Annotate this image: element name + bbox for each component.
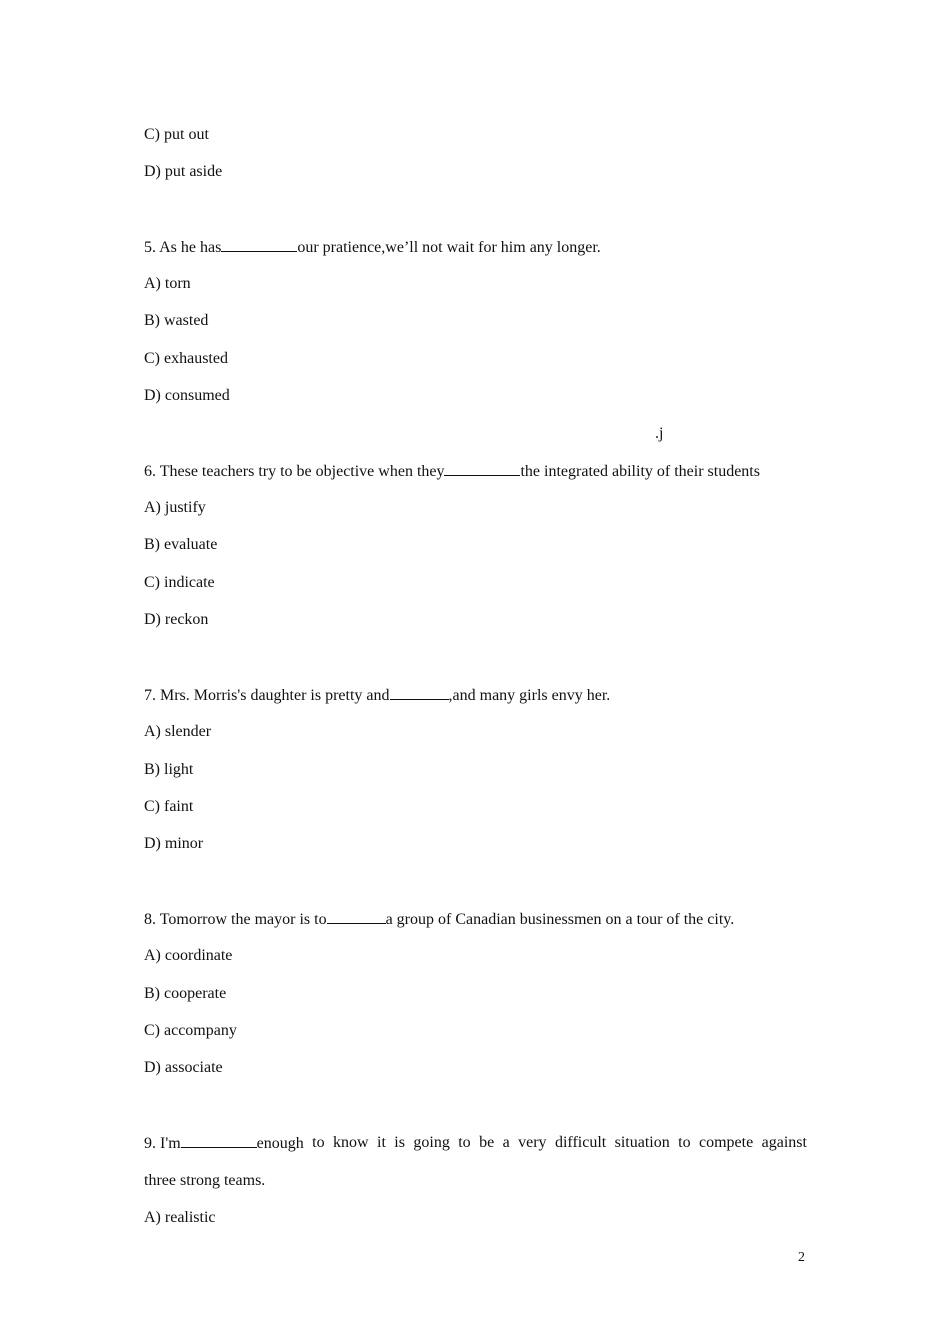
word: compete: [699, 1134, 754, 1151]
word: against: [761, 1134, 807, 1151]
q4-option-d: D) put aside: [144, 163, 223, 180]
q4-option-c: C) put out: [144, 126, 209, 143]
word: be: [479, 1134, 495, 1151]
q8-option-d: D) associate: [144, 1059, 223, 1076]
q8-option-b: B) cooperate: [144, 985, 227, 1002]
stray-mark: .j: [655, 425, 664, 442]
q5-option-d: D) consumed: [144, 387, 230, 404]
q9-stem-line2: three strong teams.: [144, 1172, 266, 1189]
q7-option-a: A) slender: [144, 723, 212, 740]
q5-stem: 5. As he has our pratience,we’ll not wait for him any longer.: [144, 239, 601, 256]
answer-blank: [444, 461, 520, 476]
q7-option-d: D) minor: [144, 835, 204, 852]
word: a: [502, 1134, 510, 1151]
word: know: [333, 1134, 369, 1151]
answer-blank: [327, 909, 386, 924]
q5-option-b: B) wasted: [144, 312, 209, 329]
q9-stem-line1: [144, 1133, 807, 1154]
word: is: [394, 1134, 405, 1151]
q6-option-a: A) justify: [144, 499, 206, 516]
q8-option-a: A) coordinate: [144, 947, 233, 964]
word: going: [413, 1134, 450, 1151]
q7-option-b: B) light: [144, 761, 194, 778]
word: it: [377, 1134, 386, 1151]
word: situation: [614, 1134, 670, 1151]
word: to: [678, 1134, 691, 1151]
q9-lead: 9. I'm enough: [144, 1135, 304, 1152]
q8-option-c: C) accompany: [144, 1022, 237, 1039]
q9-option-a: A) realistic: [144, 1209, 216, 1226]
answer-blank: [181, 1133, 257, 1148]
q8-stem: 8. Tomorrow the mayor is to a group of Canadian businessmen on a tour of the city.: [144, 911, 735, 928]
q5-option-c: C) exhausted: [144, 350, 228, 367]
q6-option-c: C) indicate: [144, 574, 215, 591]
q7-stem: 7. Mrs. Morris's daughter is pretty and ,and many girls envy her.: [144, 687, 611, 704]
q6-option-b: B) evaluate: [144, 536, 218, 553]
answer-blank: [221, 237, 297, 252]
q6-option-d: D) reckon: [144, 611, 209, 628]
q5-option-a: A) torn: [144, 275, 191, 292]
word: to: [312, 1134, 325, 1151]
q6-stem: 6. These teachers try to be objective when they the integrated ability of their students: [144, 463, 760, 480]
word: difficult: [554, 1134, 607, 1151]
word: to: [458, 1134, 471, 1151]
q7-option-c: C) faint: [144, 798, 194, 815]
page-number: 2: [798, 1250, 805, 1265]
answer-blank: [390, 685, 449, 700]
word: very: [518, 1134, 547, 1151]
